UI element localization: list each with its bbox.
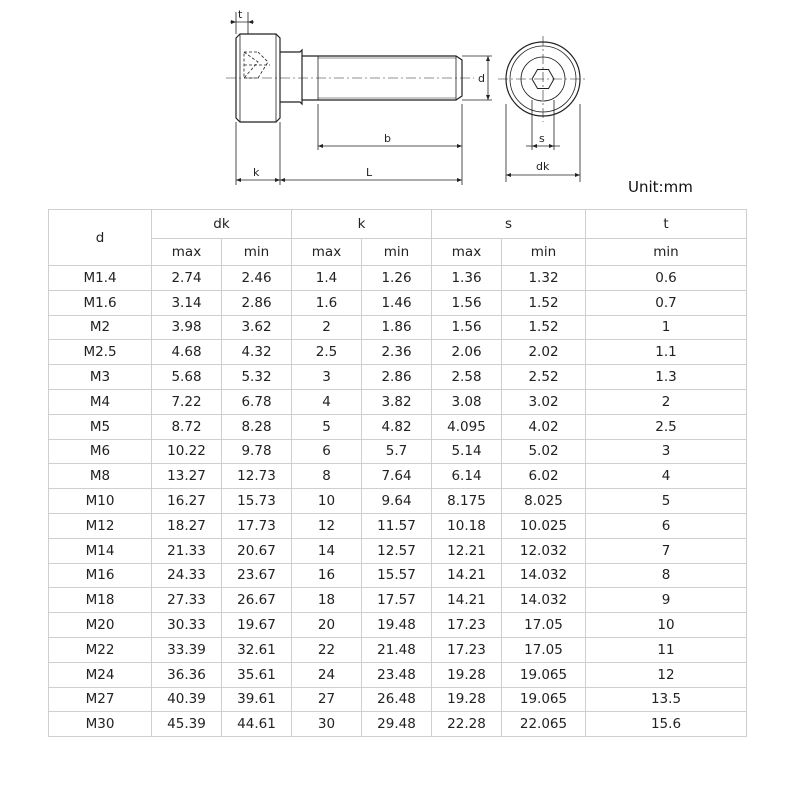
cell-k-max: 22 — [292, 637, 362, 662]
cell-dk-max: 21.33 — [152, 538, 222, 563]
cell-k-min: 21.48 — [362, 637, 432, 662]
table-row — [49, 712, 747, 737]
cell-dk-max: 18.27 — [152, 513, 222, 538]
cell-s-max: 19.28 — [432, 687, 502, 712]
cell-dk-min: 8.28 — [222, 414, 292, 439]
cell-dk-max: 8.72 — [152, 414, 222, 439]
cell-s-max: 4.095 — [432, 414, 502, 439]
cell-size: M2 — [49, 315, 152, 340]
cell-k-max: 27 — [292, 687, 362, 712]
cell-k-max: 30 — [292, 712, 362, 737]
cell-s-max: 1.56 — [432, 315, 502, 340]
cell-k-max: 24 — [292, 662, 362, 687]
cell-dk-min: 15.73 — [222, 489, 292, 514]
cell-dk-max: 33.39 — [152, 637, 222, 662]
cell-size: M16 — [49, 563, 152, 588]
cell-k-min: 7.64 — [362, 464, 432, 489]
cell-size: M5 — [49, 414, 152, 439]
table-header-row-2 — [49, 239, 747, 266]
cell-s-max: 10.18 — [432, 513, 502, 538]
cell-size: M22 — [49, 637, 152, 662]
table-header-row-1 — [49, 210, 747, 239]
cell-s-max: 22.28 — [432, 712, 502, 737]
cell-dk-max: 3.14 — [152, 290, 222, 315]
cell-s-min: 14.032 — [502, 563, 586, 588]
cell-t-min: 5 — [586, 489, 747, 514]
cell-k-min: 23.48 — [362, 662, 432, 687]
cell-s-max: 1.56 — [432, 290, 502, 315]
cell-s-max: 17.23 — [432, 637, 502, 662]
dimension-table — [48, 209, 747, 737]
cell-t-min: 1.3 — [586, 365, 747, 390]
cell-k-max: 8 — [292, 464, 362, 489]
cell-dk-max: 7.22 — [152, 389, 222, 414]
cell-dk-max: 36.36 — [152, 662, 222, 687]
cell-size: M20 — [49, 613, 152, 638]
cell-s-min: 10.025 — [502, 513, 586, 538]
cell-t-min: 1 — [586, 315, 747, 340]
header-k-min: min — [362, 239, 432, 266]
cell-t-min: 7 — [586, 538, 747, 563]
label-L: L — [366, 166, 373, 179]
cell-s-min: 5.02 — [502, 439, 586, 464]
table-row — [49, 340, 747, 365]
cell-dk-min: 23.67 — [222, 563, 292, 588]
cell-s-min: 1.52 — [502, 315, 586, 340]
header-s-min: min — [502, 239, 586, 266]
cell-k-min: 11.57 — [362, 513, 432, 538]
header-k-max: max — [292, 239, 362, 266]
table-row — [49, 613, 747, 638]
cell-s-min: 4.02 — [502, 414, 586, 439]
table-row — [49, 389, 747, 414]
cell-dk-min: 9.78 — [222, 439, 292, 464]
label-d: d — [478, 72, 485, 85]
cell-s-max: 3.08 — [432, 389, 502, 414]
screw-drawing-svg — [0, 0, 800, 200]
cell-dk-min: 5.32 — [222, 365, 292, 390]
cell-s-max: 2.06 — [432, 340, 502, 365]
cell-size: M12 — [49, 513, 152, 538]
cell-dk-max: 24.33 — [152, 563, 222, 588]
cell-dk-min: 2.46 — [222, 266, 292, 291]
cell-s-min: 2.02 — [502, 340, 586, 365]
cell-t-min: 11 — [586, 637, 747, 662]
cell-k-min: 2.36 — [362, 340, 432, 365]
cell-dk-max: 27.33 — [152, 588, 222, 613]
cell-s-min: 17.05 — [502, 613, 586, 638]
cell-dk-max: 2.74 — [152, 266, 222, 291]
cell-k-max: 12 — [292, 513, 362, 538]
cell-size: M8 — [49, 464, 152, 489]
header-s-max: max — [432, 239, 502, 266]
header-k: k — [292, 210, 432, 239]
header-t-min: min — [586, 239, 747, 266]
cell-dk-min: 32.61 — [222, 637, 292, 662]
cell-k-min: 15.57 — [362, 563, 432, 588]
cell-t-min: 1.1 — [586, 340, 747, 365]
cell-size: M2.5 — [49, 340, 152, 365]
cell-t-min: 13.5 — [586, 687, 747, 712]
cell-t-min: 8 — [586, 563, 747, 588]
cell-k-min: 5.7 — [362, 439, 432, 464]
header-dk: dk — [152, 210, 292, 239]
cell-dk-max: 30.33 — [152, 613, 222, 638]
cell-s-min: 17.05 — [502, 637, 586, 662]
label-dk: dk — [536, 160, 550, 173]
cell-s-min: 12.032 — [502, 538, 586, 563]
cell-k-max: 1.4 — [292, 266, 362, 291]
cell-size: M14 — [49, 538, 152, 563]
cell-size: M27 — [49, 687, 152, 712]
cell-t-min: 2 — [586, 389, 747, 414]
cell-dk-min: 17.73 — [222, 513, 292, 538]
cell-t-min: 0.7 — [586, 290, 747, 315]
table-row — [49, 266, 747, 291]
table-row — [49, 637, 747, 662]
header-s: s — [432, 210, 586, 239]
cell-t-min: 2.5 — [586, 414, 747, 439]
cell-k-max: 3 — [292, 365, 362, 390]
screw-side-view — [226, 34, 474, 122]
dimension-lines — [230, 12, 492, 185]
cell-k-min: 17.57 — [362, 588, 432, 613]
cell-dk-min: 2.86 — [222, 290, 292, 315]
cell-t-min: 9 — [586, 588, 747, 613]
cell-size: M6 — [49, 439, 152, 464]
cell-s-max: 14.21 — [432, 563, 502, 588]
cell-k-max: 18 — [292, 588, 362, 613]
label-k: k — [253, 166, 260, 179]
cell-dk-min: 39.61 — [222, 687, 292, 712]
cell-s-min: 8.025 — [502, 489, 586, 514]
screw-technical-drawing — [0, 0, 800, 200]
cell-t-min: 3 — [586, 439, 747, 464]
cell-k-min: 2.86 — [362, 365, 432, 390]
cell-size: M1.6 — [49, 290, 152, 315]
cell-t-min: 6 — [586, 513, 747, 538]
label-b: b — [384, 132, 391, 145]
table-row — [49, 662, 747, 687]
cell-s-max: 1.36 — [432, 266, 502, 291]
cell-dk-min: 12.73 — [222, 464, 292, 489]
cell-s-max: 8.175 — [432, 489, 502, 514]
cell-dk-max: 40.39 — [152, 687, 222, 712]
cell-size: M30 — [49, 712, 152, 737]
cell-s-min: 14.032 — [502, 588, 586, 613]
cell-k-max: 5 — [292, 414, 362, 439]
table-row — [49, 464, 747, 489]
cell-k-max: 10 — [292, 489, 362, 514]
cell-k-max: 2.5 — [292, 340, 362, 365]
table-row — [49, 563, 747, 588]
label-t: t — [238, 8, 243, 21]
table-row — [49, 687, 747, 712]
table-row — [49, 489, 747, 514]
cell-dk-max: 45.39 — [152, 712, 222, 737]
table-row — [49, 538, 747, 563]
cell-k-min: 26.48 — [362, 687, 432, 712]
cell-k-max: 2 — [292, 315, 362, 340]
header-dk-min: min — [222, 239, 292, 266]
cell-dk-min: 19.67 — [222, 613, 292, 638]
table-row — [49, 290, 747, 315]
cell-t-min: 10 — [586, 613, 747, 638]
cell-size: M4 — [49, 389, 152, 414]
cell-k-min: 1.86 — [362, 315, 432, 340]
cell-size: M18 — [49, 588, 152, 613]
table-row — [49, 365, 747, 390]
header-dk-max: max — [152, 239, 222, 266]
cell-k-min: 4.82 — [362, 414, 432, 439]
cell-t-min: 15.6 — [586, 712, 747, 737]
table-body — [49, 266, 747, 737]
cell-t-min: 12 — [586, 662, 747, 687]
table-row — [49, 588, 747, 613]
table-row — [49, 414, 747, 439]
cell-t-min: 0.6 — [586, 266, 747, 291]
cell-s-min: 1.52 — [502, 290, 586, 315]
cell-dk-min: 26.67 — [222, 588, 292, 613]
cell-k-min: 19.48 — [362, 613, 432, 638]
table-row — [49, 513, 747, 538]
cell-s-min: 19.065 — [502, 662, 586, 687]
table-row — [49, 315, 747, 340]
cell-k-max: 20 — [292, 613, 362, 638]
cell-dk-max: 3.98 — [152, 315, 222, 340]
cell-size: M10 — [49, 489, 152, 514]
cell-size: M1.4 — [49, 266, 152, 291]
cell-s-max: 14.21 — [432, 588, 502, 613]
cell-s-max: 5.14 — [432, 439, 502, 464]
cell-dk-max: 4.68 — [152, 340, 222, 365]
cell-dk-max: 5.68 — [152, 365, 222, 390]
cell-s-max: 17.23 — [432, 613, 502, 638]
cell-dk-max: 13.27 — [152, 464, 222, 489]
cell-dk-max: 16.27 — [152, 489, 222, 514]
cell-size: M3 — [49, 365, 152, 390]
cell-k-max: 6 — [292, 439, 362, 464]
cell-s-min: 2.52 — [502, 365, 586, 390]
cell-k-min: 12.57 — [362, 538, 432, 563]
cell-s-min: 3.02 — [502, 389, 586, 414]
cell-k-min: 3.82 — [362, 389, 432, 414]
cell-k-min: 9.64 — [362, 489, 432, 514]
table-row — [49, 439, 747, 464]
cell-k-min: 29.48 — [362, 712, 432, 737]
cell-s-max: 12.21 — [432, 538, 502, 563]
cell-k-min: 1.46 — [362, 290, 432, 315]
cell-k-max: 16 — [292, 563, 362, 588]
cell-k-min: 1.26 — [362, 266, 432, 291]
cell-dk-min: 3.62 — [222, 315, 292, 340]
header-t: t — [586, 210, 747, 239]
cell-size: M24 — [49, 662, 152, 687]
arrowheads — [231, 20, 490, 182]
cell-dk-min: 35.61 — [222, 662, 292, 687]
cell-s-max: 6.14 — [432, 464, 502, 489]
unit-label: Unit:mm — [628, 178, 693, 196]
cell-dk-min: 20.67 — [222, 538, 292, 563]
cell-s-min: 6.02 — [502, 464, 586, 489]
cell-dk-max: 10.22 — [152, 439, 222, 464]
cell-t-min: 4 — [586, 464, 747, 489]
cell-k-max: 4 — [292, 389, 362, 414]
label-s: s — [539, 132, 545, 145]
cell-s-min: 22.065 — [502, 712, 586, 737]
cell-dk-min: 6.78 — [222, 389, 292, 414]
cell-dk-min: 4.32 — [222, 340, 292, 365]
cell-s-min: 19.065 — [502, 687, 586, 712]
header-d: d — [49, 210, 152, 266]
cell-s-max: 19.28 — [432, 662, 502, 687]
cell-s-min: 1.32 — [502, 266, 586, 291]
cell-s-max: 2.58 — [432, 365, 502, 390]
cell-dk-min: 44.61 — [222, 712, 292, 737]
cell-k-max: 14 — [292, 538, 362, 563]
cell-k-max: 1.6 — [292, 290, 362, 315]
